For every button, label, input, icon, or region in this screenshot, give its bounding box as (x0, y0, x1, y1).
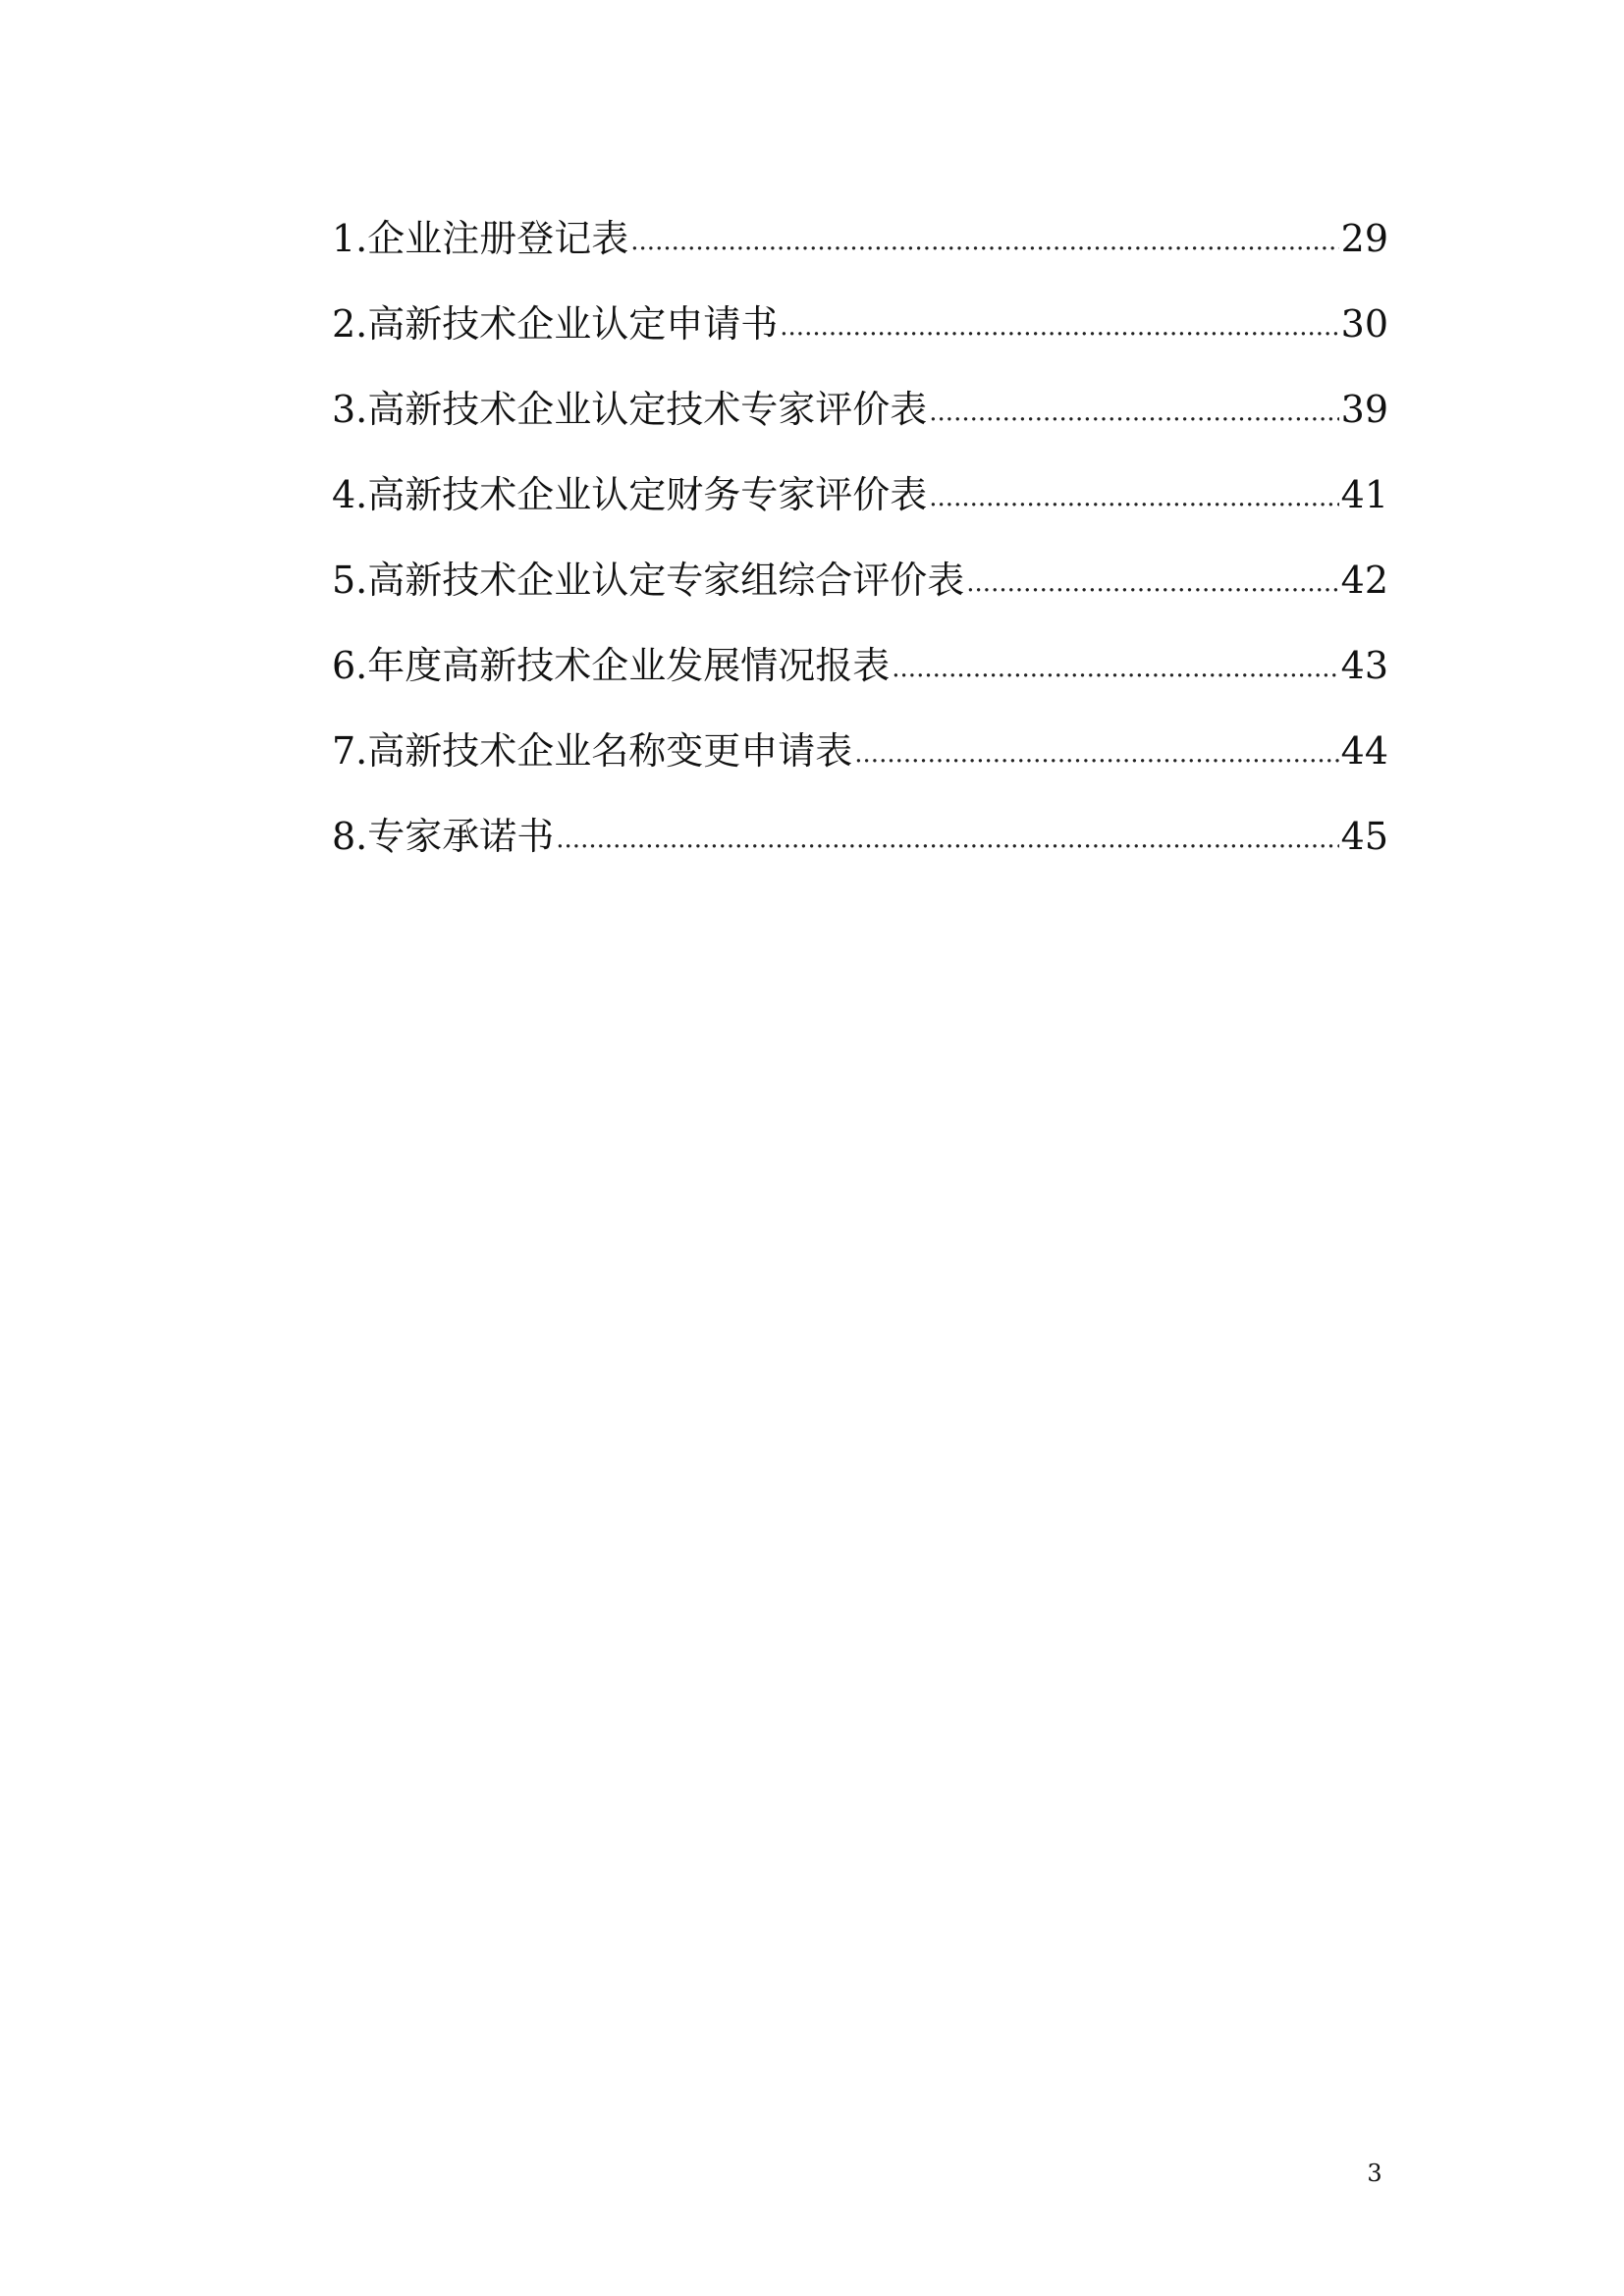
toc-dot-leader (929, 462, 1338, 528)
toc-dot-leader (892, 633, 1338, 699)
toc-entry-number: 7. (332, 729, 368, 773)
toc-entry-title: 年度高新技术企业发展情况报表 (367, 644, 891, 687)
toc-entry[interactable] (332, 294, 1388, 379)
toc-dot-leader (780, 292, 1338, 357)
toc-entry-page: 41 (1340, 473, 1388, 516)
toc-entry[interactable] (332, 550, 1388, 635)
toc-entry-number: 6. (332, 644, 368, 687)
toc-entry[interactable] (332, 806, 1388, 891)
toc-dot-leader (966, 548, 1338, 614)
toc-entry-title: 高新技术企业名称变更申请表 (367, 729, 853, 773)
toc-entry-page: 43 (1340, 644, 1388, 687)
toc-entry-number: 4. (332, 473, 368, 516)
toc-entry[interactable] (332, 464, 1388, 550)
toc-entry[interactable] (332, 635, 1388, 721)
toc-dot-leader (556, 804, 1338, 870)
toc-entry-number: 8. (332, 815, 368, 858)
toc-entry-page: 29 (1340, 217, 1388, 260)
toc-entry-number: 3. (332, 388, 368, 431)
toc-entry-page: 42 (1340, 559, 1388, 602)
toc-entry-title: 高新技术企业认定技术专家评价表 (367, 388, 928, 431)
toc-entry-number: 5. (332, 559, 368, 602)
toc-entry[interactable] (332, 721, 1388, 806)
toc-entry-page: 30 (1340, 302, 1388, 346)
page-number: 3 (1367, 2160, 1382, 2187)
toc-entry-number: 1. (332, 217, 368, 260)
toc-dot-leader (929, 377, 1338, 443)
toc-entry[interactable] (332, 208, 1388, 294)
toc-entry-title: 高新技术企业认定专家组综合评价表 (367, 559, 965, 602)
toc-entry-title: 企业注册登记表 (367, 217, 629, 260)
toc-entry-number: 2. (332, 302, 368, 346)
toc-entry-title: 专家承诺书 (367, 815, 555, 858)
toc-entry[interactable] (332, 379, 1388, 464)
toc-entry-title: 高新技术企业认定财务专家评价表 (367, 473, 928, 516)
toc-entry-page: 39 (1340, 388, 1388, 431)
table-of-contents (332, 208, 1388, 891)
toc-entry-title: 高新技术企业认定申请书 (367, 302, 779, 346)
toc-entry-page: 44 (1340, 729, 1388, 773)
toc-dot-leader (630, 206, 1338, 272)
toc-entry-page: 45 (1340, 815, 1388, 858)
toc-dot-leader (854, 719, 1338, 784)
